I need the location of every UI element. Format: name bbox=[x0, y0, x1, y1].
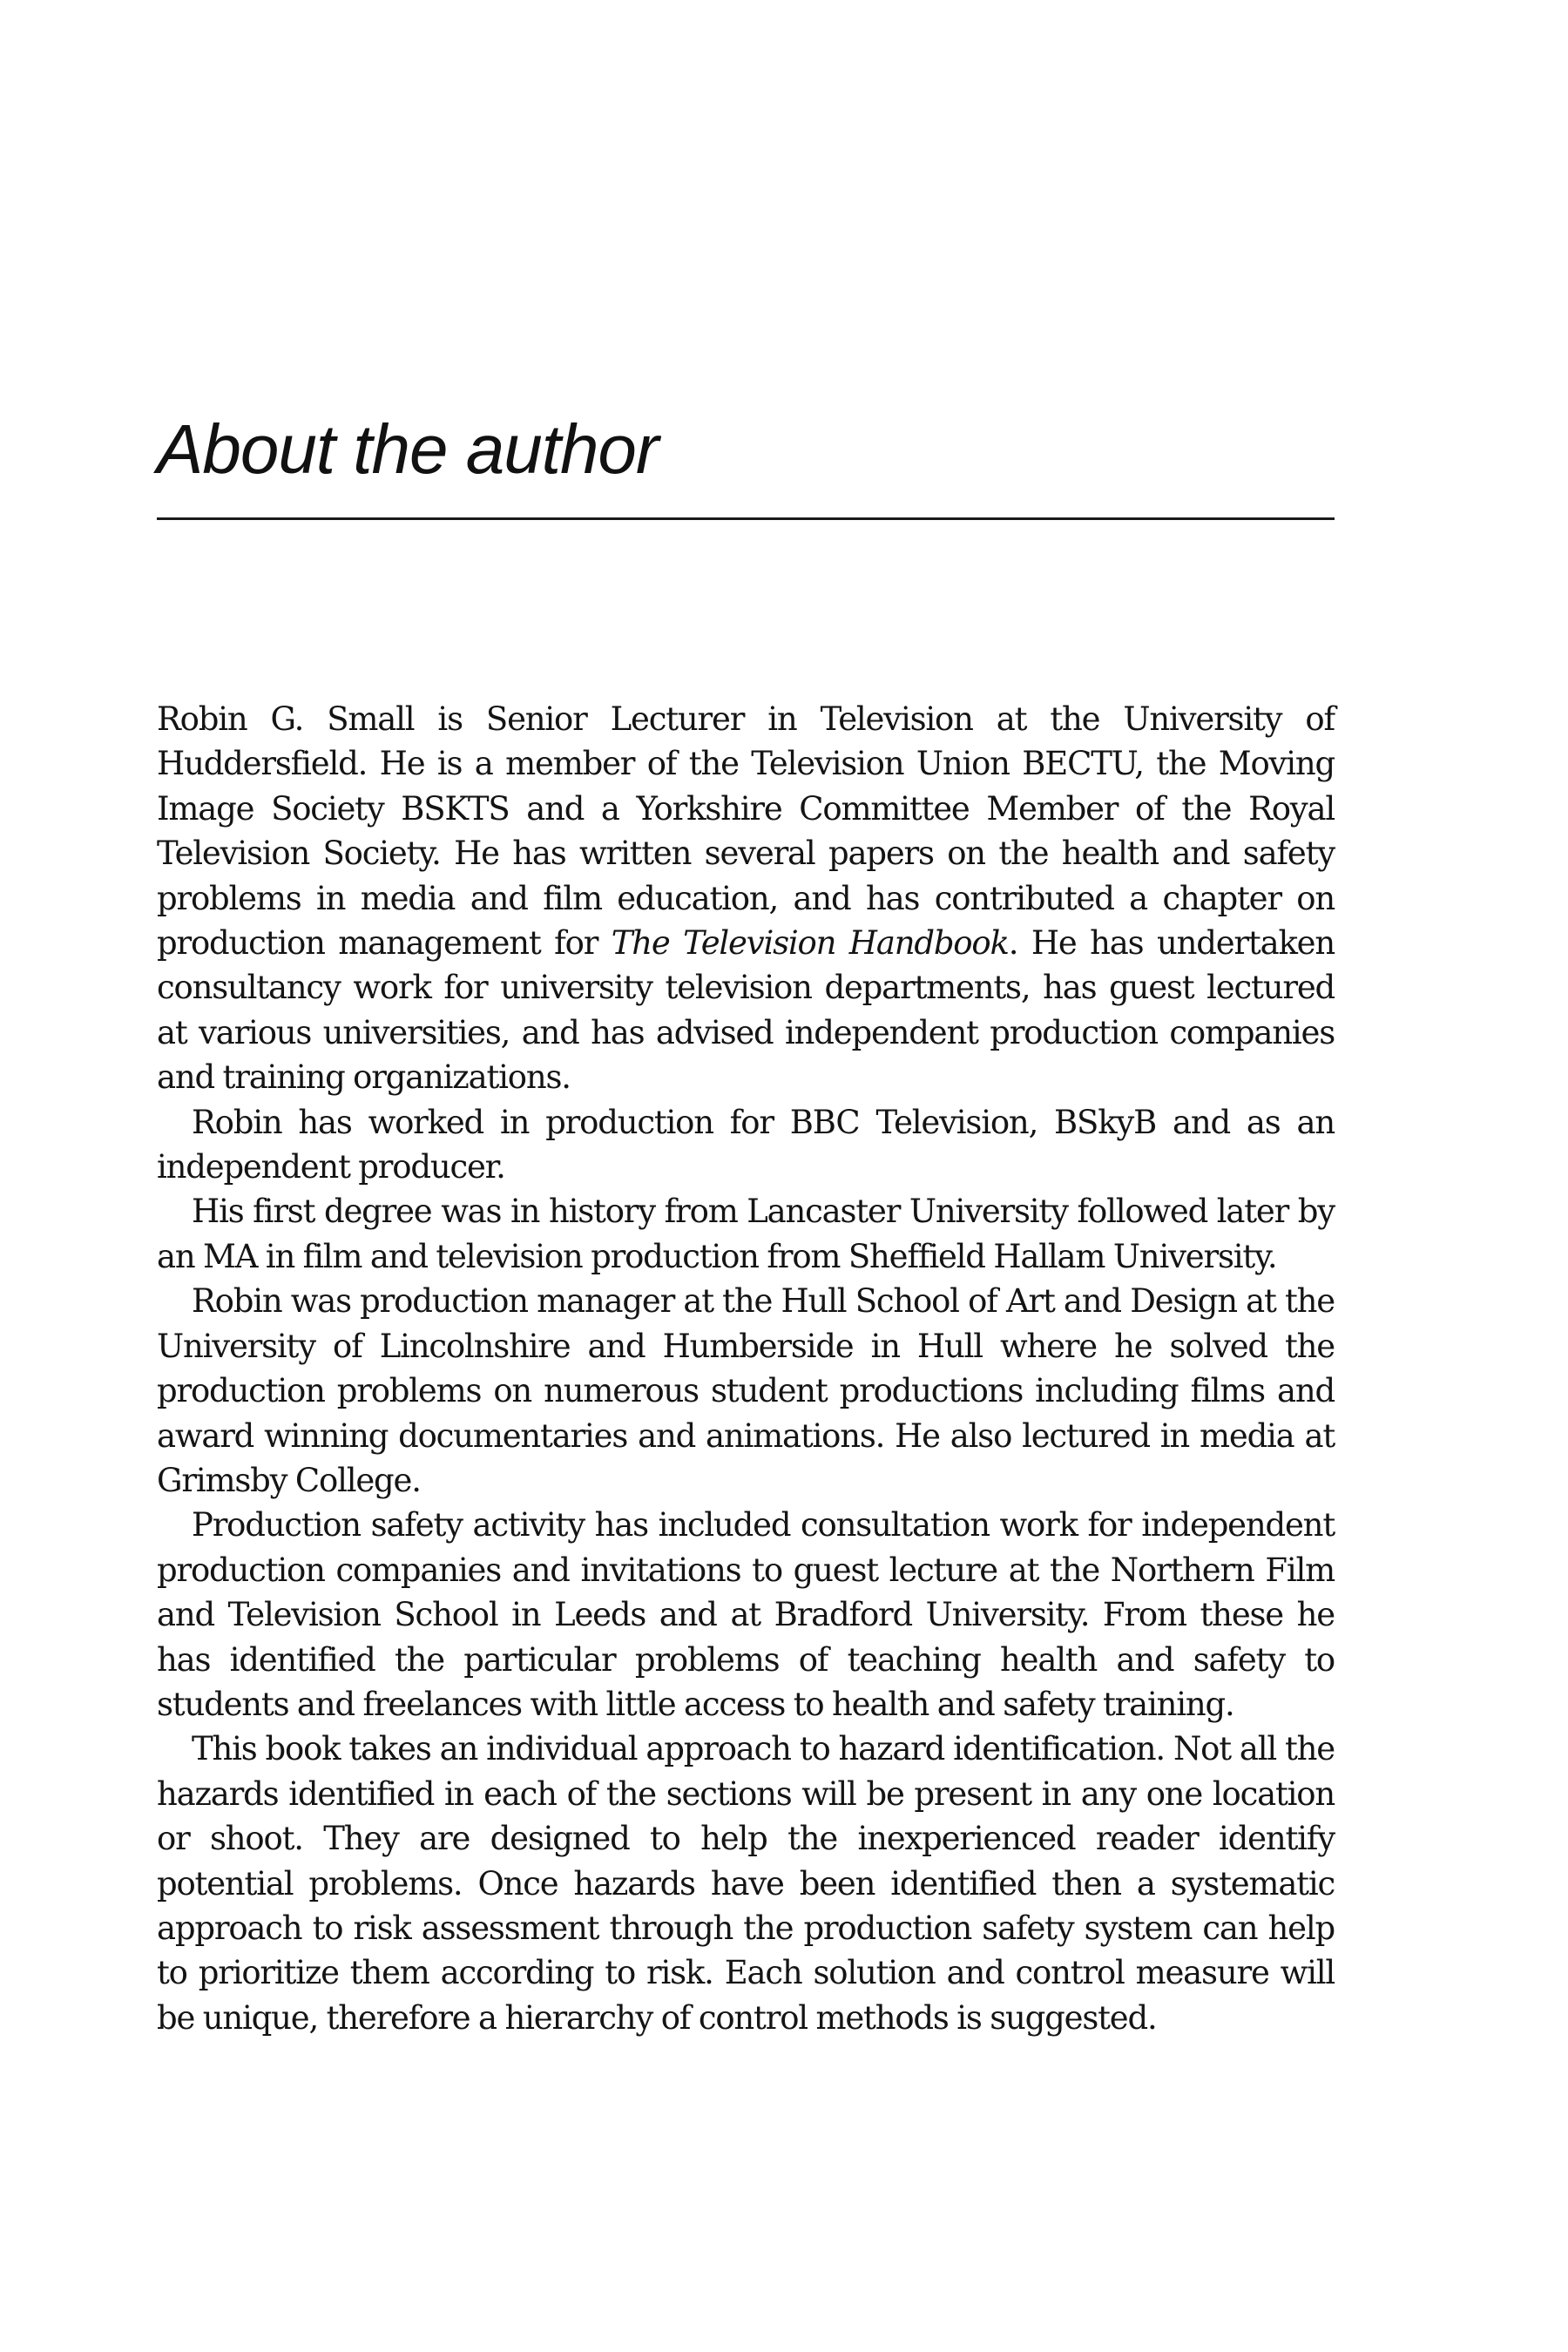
paragraph-intro bbox=[157, 697, 1335, 1100]
author-biography bbox=[157, 697, 1335, 2040]
paragraph-production-career: Robin has worked in production for BBC Television, BSkyB and as an independent producer. bbox=[157, 1103, 1335, 1186]
page-title: About the author bbox=[157, 410, 659, 488]
book-page bbox=[157, 0, 1335, 2352]
paragraph-book-approach: This book takes an individual approach to hazard identification. Not all the hazards identified in each of the sections will be present in any one location or shoot. They are designed to help the inexperienced reader identify potential problems. Once hazards have been identified then a systematic approach to risk assessment through the production safety system can help to prioritize them according to risk. Each solution and control measure will be unique, therefore a hierarchy of control methods is suggested. bbox=[157, 1730, 1335, 2037]
title-divider bbox=[157, 517, 1335, 520]
paragraph-intro-text-after: . He has undertaken consultancy work for university television departments, has guest lectured at various universities, and has advised independent production companies and training organizations. bbox=[157, 924, 1335, 1097]
book-title: The Television Handbook bbox=[611, 924, 1009, 963]
paragraph-intro-text-before: Robin G. Small is Senior Lecturer in Television at the University of Huddersfield. He is a member of the Television Union BECTU, the Moving Image Society BSKTS and a Yorkshire Committee Member of the Royal Television Society. He has written several papers on the health and safety problems in media and film education, and has contributed a chapter on production management for bbox=[157, 700, 1335, 963]
paragraph-education: His first degree was in history from Lancaster University followed later by an MA in film and television production from Sheffield Hallam University. bbox=[157, 1193, 1335, 1275]
paragraph-production-manager: Robin was production manager at the Hull School of Art and Design at the University of Lincolnshire and Humberside in Hull where he solved the production problems on numerous student productions including films and award winning documentaries and animations. He also lectured in media at Grimsby College. bbox=[157, 1282, 1335, 1499]
paragraph-safety-activity: Production safety activity has included consultation work for independent production companies and invitations to guest lecture at the Northern Film and Television School in Leeds and at Bradford University. From these he has identified the particular problems of teaching health and safety to students and freelances with little access to health and safety training. bbox=[157, 1506, 1335, 1723]
